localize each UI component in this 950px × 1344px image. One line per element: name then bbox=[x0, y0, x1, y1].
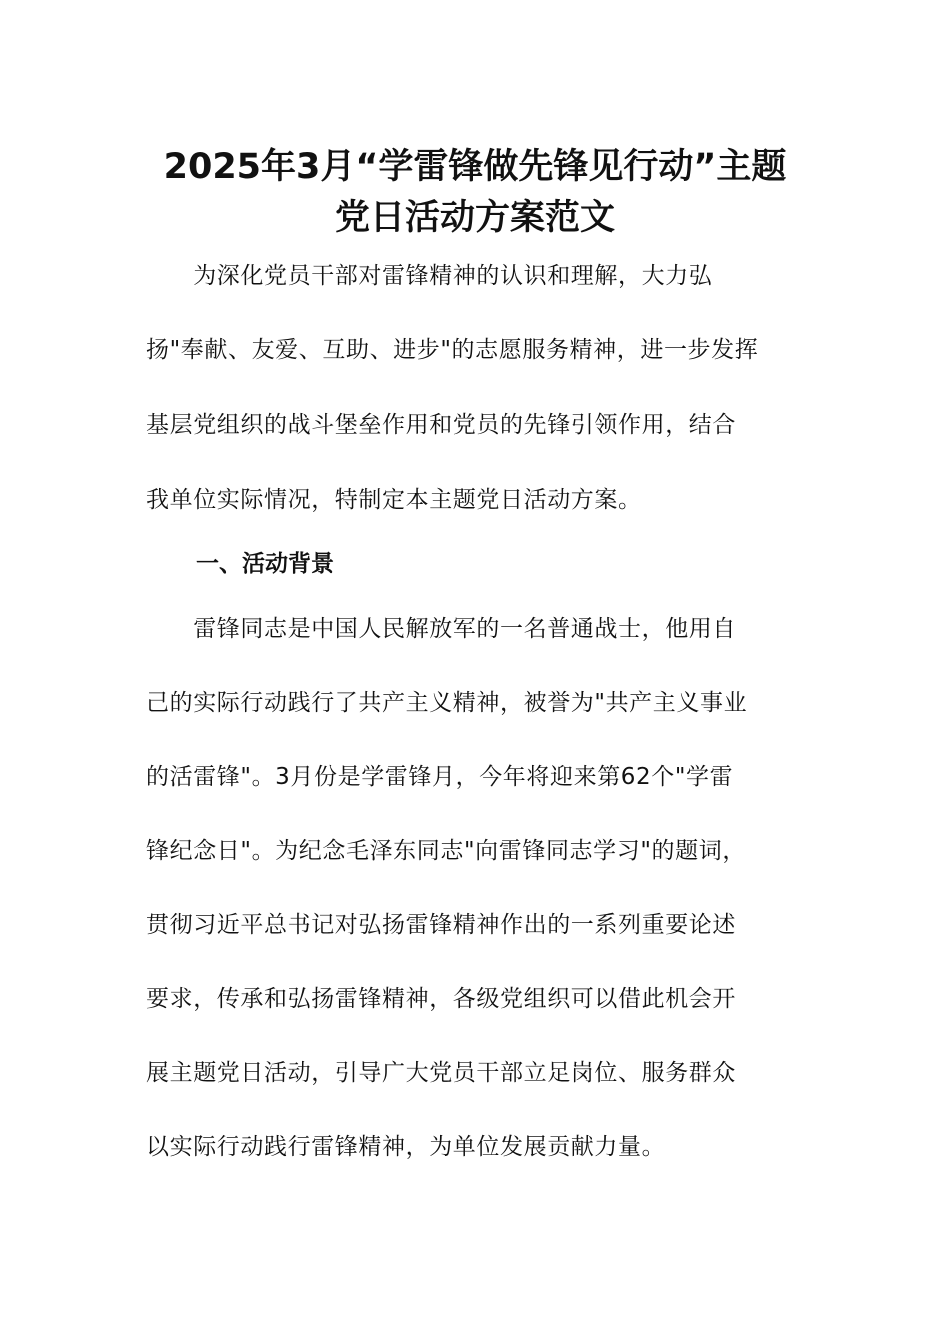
section-heading-background: 一、活动背景 bbox=[196, 551, 334, 577]
background-line-6: 要求，传承和弘扬雷锋精神，各级党组织可以借此机会开 bbox=[146, 986, 736, 1012]
document-title-line-1: 2025年3月“学雷锋做先锋见行动”主题 bbox=[163, 147, 787, 187]
background-line-5: 贯彻习近平总书记对弘扬雷锋精神作出的一系列重要论述 bbox=[146, 912, 736, 938]
intro-line-3: 基层党组织的战斗堡垒作用和党员的先锋引领作用，结合 bbox=[146, 412, 736, 438]
intro-line-4: 我单位实际情况，特制定本主题党日活动方案。 bbox=[146, 487, 642, 513]
intro-line-1: 为深化党员干部对雷锋精神的认识和理解，大力弘 bbox=[146, 263, 713, 289]
background-line-7: 展主题党日活动，引导广大党员干部立足岗位、服务群众 bbox=[146, 1060, 736, 1086]
background-line-8: 以实际行动践行雷锋精神，为单位发展贡献力量。 bbox=[146, 1134, 666, 1160]
document-title-line-2: 党日活动方案范文 bbox=[334, 198, 615, 238]
background-line-4: 锋纪念日"。为纪念毛泽东同志"向雷锋同志学习"的题词， bbox=[146, 838, 746, 864]
intro-line-2: 扬"奉献、友爱、互助、进步"的志愿服务精神，进一步发挥 bbox=[146, 337, 759, 363]
background-line-1: 雷锋同志是中国人民解放军的一名普通战士，他用自 bbox=[146, 616, 736, 642]
background-line-2: 己的实际行动践行了共产主义精神，被誉为"共产主义事业 bbox=[146, 690, 748, 716]
background-line-3: 的活雷锋"。3月份是学雷锋月，今年将迎来第62个"学雷 bbox=[146, 764, 734, 790]
